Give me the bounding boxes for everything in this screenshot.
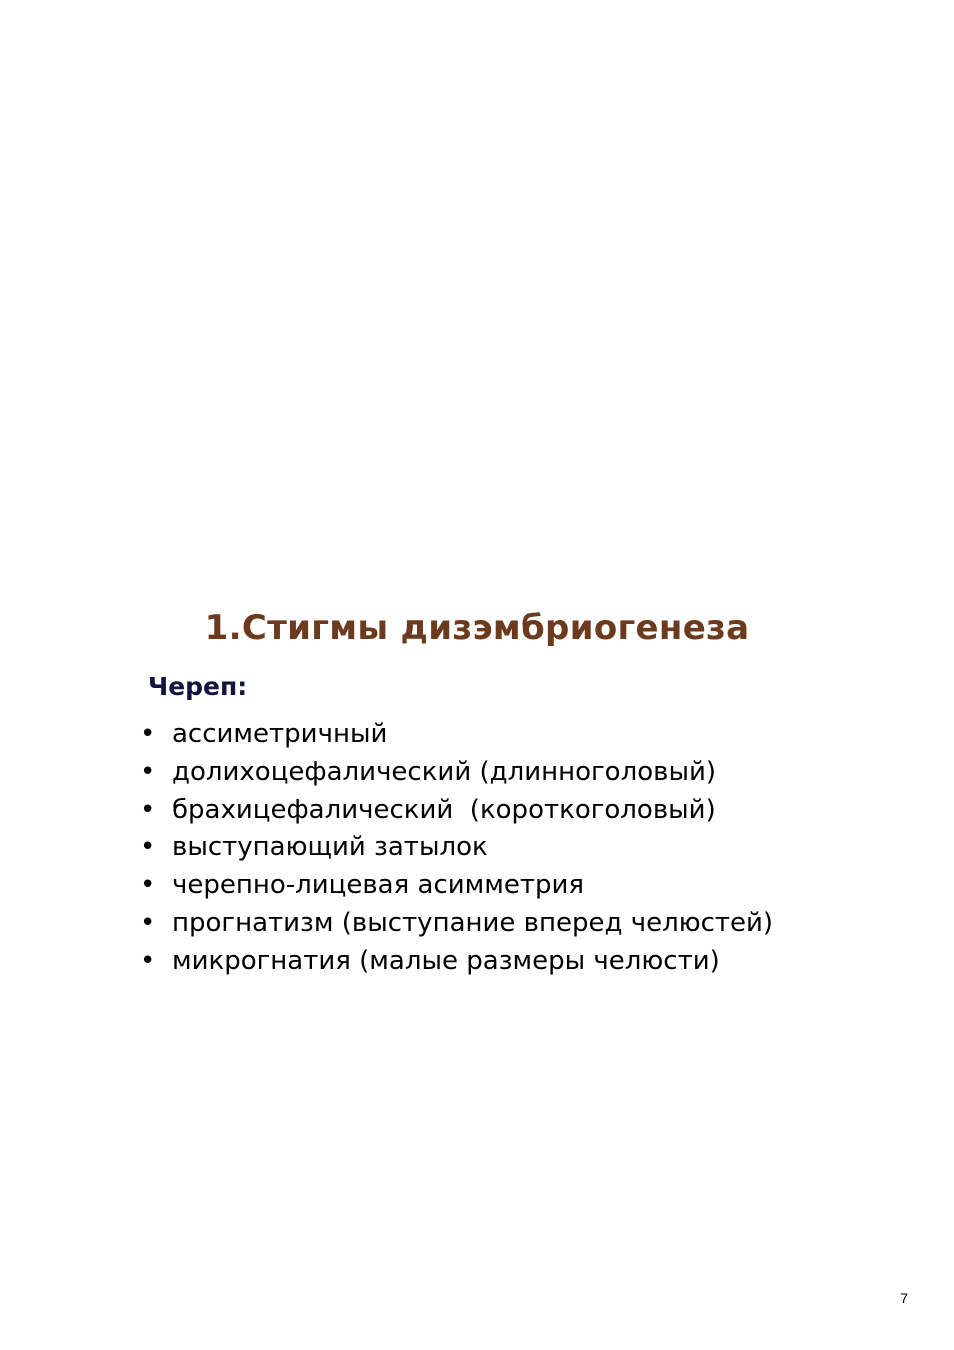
list-item-text: ассиметричный xyxy=(172,719,388,749)
bullet-icon: • xyxy=(140,832,156,863)
list-item xyxy=(140,754,773,792)
list-item xyxy=(140,829,773,867)
bullet-icon: • xyxy=(140,756,156,787)
list-item xyxy=(140,905,773,943)
list-item-text: долихоцефалический (длинноголовый) xyxy=(172,756,717,787)
list-item xyxy=(140,867,773,905)
section-heading: Череп: xyxy=(148,672,248,701)
list-item xyxy=(140,716,773,754)
bullet-icon: • xyxy=(140,945,156,976)
list-item-text: выступающий затылок xyxy=(172,832,488,863)
bullet-icon: • xyxy=(140,719,156,749)
bullet-icon: • xyxy=(140,794,156,825)
list-item-text: прогнатизм (выступание вперед челюстей) xyxy=(172,907,774,938)
list-item xyxy=(140,792,773,830)
bullet-icon: • xyxy=(140,870,156,901)
bullet-icon: • xyxy=(140,907,156,938)
list-item-text: микрогнатия (малые размеры челюсти) xyxy=(172,945,720,976)
slide-title: 1.Стигмы дизэмбриогенеза xyxy=(204,608,750,648)
bullet-list xyxy=(140,716,773,981)
list-item-text: брахицефалический (короткоголовый) xyxy=(172,794,716,825)
list-item-text: черепно-лицевая асимметрия xyxy=(172,870,585,901)
list-item xyxy=(140,943,773,981)
page-number: 7 xyxy=(900,1290,908,1306)
